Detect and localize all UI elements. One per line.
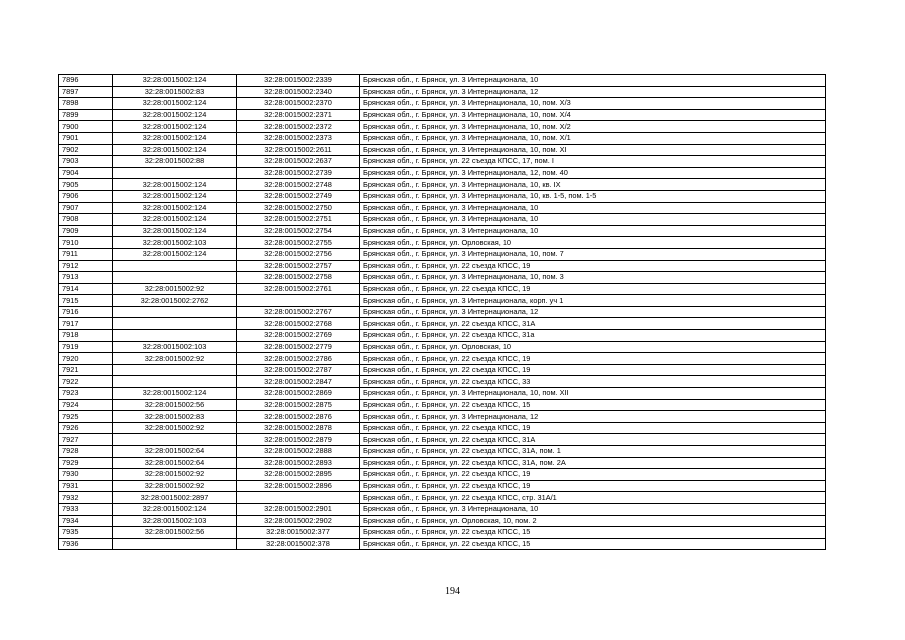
row-number-cell: 7897 [59, 86, 113, 98]
address-cell: Брянская обл., г. Брянск, ул. Орловская, 10 [360, 341, 826, 353]
cadastral-number-cell: 32:28:0015002:377 [237, 527, 360, 539]
row-number-cell: 7930 [59, 469, 113, 481]
address-cell: Брянская обл., г. Брянск, ул. 3 Интернационала, 10, пом. Х/4 [360, 109, 826, 121]
parent-cadastral-number-cell: 32:28:0015002:124 [113, 214, 237, 226]
table-row [59, 469, 826, 481]
table-row [59, 376, 826, 388]
parent-cadastral-number-cell: 32:28:0015002:92 [113, 353, 237, 365]
cadastral-number-cell: 32:28:0015002:2756 [237, 248, 360, 260]
address-cell: Брянская обл., г. Брянск, ул. 22 съезда КПСС, 15 [360, 538, 826, 550]
address-cell: Брянская обл., г. Брянск, ул. 3 Интернационала, 10 [360, 202, 826, 214]
row-number-cell: 7918 [59, 330, 113, 342]
row-number-cell: 7919 [59, 341, 113, 353]
row-number-cell: 7912 [59, 260, 113, 272]
address-cell: Брянская обл., г. Брянск, ул. 3 Интернационала, 12, пом. 40 [360, 167, 826, 179]
table-row [59, 364, 826, 376]
address-cell: Брянская обл., г. Брянск, ул. 22 съезда КПСС, 15 [360, 399, 826, 411]
table-row [59, 480, 826, 492]
table-row [59, 503, 826, 515]
row-number-cell: 7917 [59, 318, 113, 330]
table-row [59, 341, 826, 353]
cadastral-number-cell: 32:28:0015002:2768 [237, 318, 360, 330]
cadastral-number-cell: 32:28:0015002:2888 [237, 446, 360, 458]
row-number-cell: 7925 [59, 411, 113, 423]
row-number-cell: 7900 [59, 121, 113, 133]
cadastral-number-cell: 32:28:0015002:2901 [237, 503, 360, 515]
parent-cadastral-number-cell [113, 330, 237, 342]
row-number-cell: 7933 [59, 503, 113, 515]
table-row [59, 399, 826, 411]
parent-cadastral-number-cell: 32:28:0015002:124 [113, 388, 237, 400]
parent-cadastral-number-cell: 32:28:0015002:92 [113, 422, 237, 434]
cadastral-number-cell: 32:28:0015002:2876 [237, 411, 360, 423]
row-number-cell: 7903 [59, 156, 113, 168]
parent-cadastral-number-cell: 32:28:0015002:124 [113, 202, 237, 214]
parent-cadastral-number-cell: 32:28:0015002:88 [113, 156, 237, 168]
table-row [59, 492, 826, 504]
address-cell: Брянская обл., г. Брянск, ул. 22 съезда КПСС, 17, пом. I [360, 156, 826, 168]
parent-cadastral-number-cell [113, 260, 237, 272]
table-row [59, 190, 826, 202]
cadastral-number-cell: 32:28:0015002:2875 [237, 399, 360, 411]
cadastral-number-cell: 32:28:0015002:2340 [237, 86, 360, 98]
row-number-cell: 7904 [59, 167, 113, 179]
cadastral-number-cell: 32:28:0015002:2767 [237, 306, 360, 318]
table-row [59, 225, 826, 237]
table-row [59, 446, 826, 458]
row-number-cell: 7929 [59, 457, 113, 469]
cadastral-number-cell [237, 295, 360, 307]
table-row [59, 156, 826, 168]
cadastral-number-cell: 32:28:0015002:2893 [237, 457, 360, 469]
address-cell: Брянская обл., г. Брянск, ул. 22 съезда КПСС, стр. 31А/1 [360, 492, 826, 504]
cadastral-number-cell: 32:28:0015002:2611 [237, 144, 360, 156]
cadastral-number-cell: 32:28:0015002:378 [237, 538, 360, 550]
address-cell: Брянская обл., г. Брянск, ул. 3 Интернационала, 12 [360, 86, 826, 98]
address-cell: Брянская обл., г. Брянск, ул. 3 Интернационала, 10, кв. IX [360, 179, 826, 191]
table-row [59, 260, 826, 272]
parent-cadastral-number-cell: 32:28:0015002:124 [113, 98, 237, 110]
cadastral-number-cell [237, 492, 360, 504]
row-number-cell: 7914 [59, 283, 113, 295]
parent-cadastral-number-cell: 32:28:0015002:124 [113, 248, 237, 260]
address-cell: Брянская обл., г. Брянск, ул. 22 съезда КПСС, 19 [360, 260, 826, 272]
address-cell: Брянская обл., г. Брянск, ул. 3 Интернационала, 10, кв. 1-5, пом. 1-5 [360, 190, 826, 202]
row-number-cell: 7928 [59, 446, 113, 458]
address-cell: Брянская обл., г. Брянск, ул. 3 Интернационала, 10, пом. Х/3 [360, 98, 826, 110]
row-number-cell: 7936 [59, 538, 113, 550]
table-row [59, 318, 826, 330]
address-cell: Брянская обл., г. Брянск, ул. 3 Интернационала, 10, пом. Х/2 [360, 121, 826, 133]
cadastral-number-cell: 32:28:0015002:2373 [237, 132, 360, 144]
row-number-cell: 7931 [59, 480, 113, 492]
table-row [59, 214, 826, 226]
cadastral-number-cell: 32:28:0015002:2370 [237, 98, 360, 110]
row-number-cell: 7923 [59, 388, 113, 400]
cadastral-number-cell: 32:28:0015002:2896 [237, 480, 360, 492]
address-cell: Брянская обл., г. Брянск, ул. 22 съезда КПСС, 19 [360, 422, 826, 434]
cadastral-number-cell: 32:28:0015002:2847 [237, 376, 360, 388]
address-cell: Брянская обл., г. Брянск, ул. 3 Интернационала, 10, пом. XI [360, 144, 826, 156]
parent-cadastral-number-cell: 32:28:0015002:56 [113, 527, 237, 539]
address-cell: Брянская обл., г. Брянск, ул. 3 Интернационала, 10, пом. 3 [360, 272, 826, 284]
address-cell: Брянская обл., г. Брянск, ул. 22 съезда КПСС, 15 [360, 527, 826, 539]
table-row [59, 515, 826, 527]
cadastral-number-cell: 32:28:0015002:2748 [237, 179, 360, 191]
cadastral-number-cell: 32:28:0015002:2755 [237, 237, 360, 249]
row-number-cell: 7910 [59, 237, 113, 249]
row-number-cell: 7902 [59, 144, 113, 156]
row-number-cell: 7909 [59, 225, 113, 237]
address-cell: Брянская обл., г. Брянск, ул. Орловская, 10 [360, 237, 826, 249]
row-number-cell: 7913 [59, 272, 113, 284]
row-number-cell: 7905 [59, 179, 113, 191]
row-number-cell: 7896 [59, 75, 113, 87]
row-number-cell: 7935 [59, 527, 113, 539]
address-cell: Брянская обл., г. Брянск, ул. 3 Интернационала, 10 [360, 214, 826, 226]
row-number-cell: 7926 [59, 422, 113, 434]
table-row [59, 330, 826, 342]
parent-cadastral-number-cell: 32:28:0015002:83 [113, 411, 237, 423]
page-number: 194 [445, 586, 460, 597]
row-number-cell: 7924 [59, 399, 113, 411]
table-row [59, 527, 826, 539]
parent-cadastral-number-cell: 32:28:0015002:103 [113, 237, 237, 249]
address-cell: Брянская обл., г. Брянск, ул. 3 Интернационала, 10 [360, 503, 826, 515]
table-row [59, 353, 826, 365]
parent-cadastral-number-cell [113, 434, 237, 446]
row-number-cell: 7922 [59, 376, 113, 388]
cadastral-number-cell: 32:28:0015002:2372 [237, 121, 360, 133]
parent-cadastral-number-cell: 32:28:0015002:56 [113, 399, 237, 411]
cadastral-number-cell: 32:28:0015002:2637 [237, 156, 360, 168]
parent-cadastral-number-cell [113, 318, 237, 330]
parent-cadastral-number-cell [113, 167, 237, 179]
cadastral-number-cell: 32:28:0015002:2779 [237, 341, 360, 353]
parent-cadastral-number-cell: 32:28:0015002:2897 [113, 492, 237, 504]
cadastral-number-cell: 32:28:0015002:2902 [237, 515, 360, 527]
table-row [59, 167, 826, 179]
parent-cadastral-number-cell: 32:28:0015002:124 [113, 190, 237, 202]
cadastral-number-cell: 32:28:0015002:2879 [237, 434, 360, 446]
address-cell: Брянская обл., г. Брянск, ул. 3 Интернационала, 12 [360, 306, 826, 318]
row-number-cell: 7899 [59, 109, 113, 121]
parent-cadastral-number-cell: 32:28:0015002:124 [113, 179, 237, 191]
row-number-cell: 7908 [59, 214, 113, 226]
parent-cadastral-number-cell: 32:28:0015002:83 [113, 86, 237, 98]
parent-cadastral-number-cell: 32:28:0015002:103 [113, 341, 237, 353]
row-number-cell: 7916 [59, 306, 113, 318]
parent-cadastral-number-cell: 32:28:0015002:124 [113, 121, 237, 133]
address-cell: Брянская обл., г. Брянск, ул. Орловская, 10, пом. 2 [360, 515, 826, 527]
row-number-cell: 7911 [59, 248, 113, 260]
parent-cadastral-number-cell [113, 538, 237, 550]
cadastral-number-cell: 32:28:0015002:2878 [237, 422, 360, 434]
parent-cadastral-number-cell: 32:28:0015002:124 [113, 132, 237, 144]
table-row [59, 411, 826, 423]
row-number-cell: 7898 [59, 98, 113, 110]
table-row [59, 121, 826, 133]
table-row [59, 388, 826, 400]
address-cell: Брянская обл., г. Брянск, ул. 3 Интернационала, 10 [360, 75, 826, 87]
parent-cadastral-number-cell: 32:28:0015002:92 [113, 283, 237, 295]
parent-cadastral-number-cell [113, 376, 237, 388]
table-row [59, 237, 826, 249]
cadastral-number-cell: 32:28:0015002:2786 [237, 353, 360, 365]
row-number-cell: 7915 [59, 295, 113, 307]
cadastral-number-cell: 32:28:0015002:2787 [237, 364, 360, 376]
table-row [59, 202, 826, 214]
table-row [59, 306, 826, 318]
table-row [59, 272, 826, 284]
parent-cadastral-number-cell: 32:28:0015002:64 [113, 457, 237, 469]
table-row [59, 179, 826, 191]
table-row [59, 144, 826, 156]
row-number-cell: 7934 [59, 515, 113, 527]
table-row [59, 538, 826, 550]
table-row [59, 109, 826, 121]
address-cell: Брянская обл., г. Брянск, ул. 3 Интернационала, 10 [360, 225, 826, 237]
parent-cadastral-number-cell: 32:28:0015002:64 [113, 446, 237, 458]
parent-cadastral-number-cell: 32:28:0015002:103 [113, 515, 237, 527]
parent-cadastral-number-cell: 32:28:0015002:124 [113, 109, 237, 121]
address-cell: Брянская обл., г. Брянск, ул. 3 Интернационала, 12 [360, 411, 826, 423]
table-row [59, 98, 826, 110]
address-cell: Брянская обл., г. Брянск, ул. 3 Интернационала, 10, пом. Х/1 [360, 132, 826, 144]
address-cell: Брянская обл., г. Брянск, ул. 22 съезда КПСС, 19 [360, 283, 826, 295]
cadastral-number-cell: 32:28:0015002:2754 [237, 225, 360, 237]
row-number-cell: 7921 [59, 364, 113, 376]
cadastral-number-cell: 32:28:0015002:2895 [237, 469, 360, 481]
cadastral-number-cell: 32:28:0015002:2749 [237, 190, 360, 202]
address-cell: Брянская обл., г. Брянск, ул. 22 съезда КПСС, 19 [360, 353, 826, 365]
cadastral-number-cell: 32:28:0015002:2371 [237, 109, 360, 121]
row-number-cell: 7906 [59, 190, 113, 202]
address-cell: Брянская обл., г. Брянск, ул. 3 Интернационала, 10, пом. 7 [360, 248, 826, 260]
cadastral-number-cell: 32:28:0015002:2761 [237, 283, 360, 295]
address-cell: Брянская обл., г. Брянск, ул. 22 съезда КПСС, 31а [360, 330, 826, 342]
parent-cadastral-number-cell: 32:28:0015002:92 [113, 469, 237, 481]
cadastral-number-cell: 32:28:0015002:2739 [237, 167, 360, 179]
table-row [59, 248, 826, 260]
cadastral-number-cell: 32:28:0015002:2769 [237, 330, 360, 342]
registry-table [58, 74, 826, 550]
table-row [59, 75, 826, 87]
table-row [59, 295, 826, 307]
parent-cadastral-number-cell: 32:28:0015002:92 [113, 480, 237, 492]
table-row [59, 132, 826, 144]
address-cell: Брянская обл., г. Брянск, ул. 22 съезда КПСС, 19 [360, 364, 826, 376]
address-cell: Брянская обл., г. Брянск, ул. 3 Интернационала, корп. уч 1 [360, 295, 826, 307]
row-number-cell: 7932 [59, 492, 113, 504]
parent-cadastral-number-cell: 32:28:0015002:124 [113, 503, 237, 515]
row-number-cell: 7920 [59, 353, 113, 365]
address-cell: Брянская обл., г. Брянск, ул. 22 съезда КПСС, 33 [360, 376, 826, 388]
address-cell: Брянская обл., г. Брянск, ул. 22 съезда КПСС, 31А [360, 434, 826, 446]
table-row [59, 422, 826, 434]
cadastral-number-cell: 32:28:0015002:2339 [237, 75, 360, 87]
row-number-cell: 7907 [59, 202, 113, 214]
address-cell: Брянская обл., г. Брянск, ул. 22 съезда КПСС, 31А [360, 318, 826, 330]
row-number-cell: 7901 [59, 132, 113, 144]
registry-table-body [59, 75, 826, 550]
parent-cadastral-number-cell: 32:28:0015002:124 [113, 144, 237, 156]
address-cell: Брянская обл., г. Брянск, ул. 3 Интернационала, 10, пом. XII [360, 388, 826, 400]
parent-cadastral-number-cell [113, 306, 237, 318]
parent-cadastral-number-cell [113, 364, 237, 376]
address-cell: Брянская обл., г. Брянск, ул. 22 съезда КПСС, 31А, пом. 1 [360, 446, 826, 458]
parent-cadastral-number-cell [113, 272, 237, 284]
address-cell: Брянская обл., г. Брянск, ул. 22 съезда КПСС, 19 [360, 469, 826, 481]
address-cell: Брянская обл., г. Брянск, ул. 22 съезда КПСС, 19 [360, 480, 826, 492]
table-row [59, 434, 826, 446]
parent-cadastral-number-cell: 32:28:0015002:124 [113, 225, 237, 237]
row-number-cell: 7927 [59, 434, 113, 446]
cadastral-number-cell: 32:28:0015002:2750 [237, 202, 360, 214]
address-cell: Брянская обл., г. Брянск, ул. 22 съезда КПСС, 31А, пом. 2А [360, 457, 826, 469]
cadastral-number-cell: 32:28:0015002:2758 [237, 272, 360, 284]
cadastral-number-cell: 32:28:0015002:2757 [237, 260, 360, 272]
parent-cadastral-number-cell: 32:28:0015002:124 [113, 75, 237, 87]
cadastral-number-cell: 32:28:0015002:2869 [237, 388, 360, 400]
table-row [59, 457, 826, 469]
table-row [59, 86, 826, 98]
parent-cadastral-number-cell: 32:28:0015002:2762 [113, 295, 237, 307]
cadastral-number-cell: 32:28:0015002:2751 [237, 214, 360, 226]
table-row [59, 283, 826, 295]
